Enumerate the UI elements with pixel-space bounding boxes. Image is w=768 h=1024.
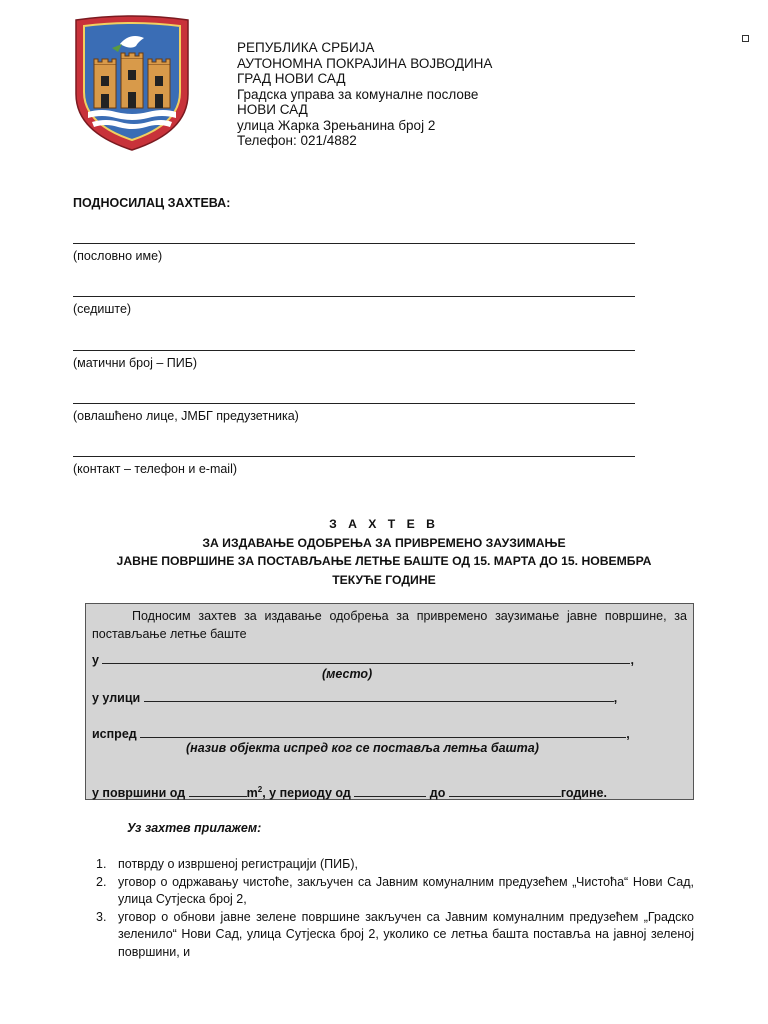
header-line: Телефон: 021/4882 — [237, 133, 357, 148]
list-item-text: потврду о извршеној регистрацији (ПИБ), — [118, 857, 358, 871]
front-suffix: , — [626, 727, 630, 741]
place-field[interactable] — [102, 651, 630, 664]
to-text: до — [429, 786, 446, 800]
street-field[interactable] — [144, 689, 614, 702]
list-item — [96, 856, 694, 874]
header-line: НОВИ САД — [237, 102, 308, 117]
contact-label: (контакт – телефон и e-mail) — [73, 462, 238, 476]
coat-of-arms-logo — [72, 14, 192, 152]
attachments-title: Уз захтев прилажем: — [127, 821, 262, 835]
street-suffix: , — [613, 691, 618, 705]
header-line: Градска управа за комуналне послове — [237, 86, 479, 102]
list-item-text: уговор о обнови јавне зелене површине закључен са Јавним комуналним предузећем „Градско зеленило“ Нови Сад, улица Сутјеска број 2, уколико се летња башта поставља на јавној зеленој површини, и — [118, 909, 694, 959]
request-paragraph-text: Подносим захтев за издавање одобрења за привремено заузимање јавне површине, за постављање летње баште — [92, 609, 687, 641]
place-prefix: у — [92, 653, 99, 667]
request-box — [85, 603, 694, 800]
area-period-row — [92, 784, 607, 800]
area-prefix: у површини од — [92, 786, 186, 800]
front-caption: (назив објекта испред ког се поставља летња башта) — [186, 741, 539, 755]
place-suffix: , — [630, 653, 634, 667]
request-paragraph — [92, 607, 687, 643]
list-item-number: 2. — [96, 874, 107, 889]
request-title-line: ЗА ИЗДАВАЊЕ ОДОБРЕЊА ЗА ПРИВРЕМЕНО ЗАУЗИМАЊЕ — [202, 535, 566, 550]
area-unit: m — [246, 786, 258, 800]
header-line: РЕПУБЛИКА СРБИЈА — [237, 40, 375, 55]
contact-line — [73, 456, 635, 457]
front-of-row — [92, 725, 630, 741]
front-of-field[interactable] — [140, 725, 626, 738]
header-line: улица Жарка Зрењанина број 2 — [237, 117, 436, 133]
registration-number-label: (матични број – ПИБ) — [73, 356, 198, 370]
request-title-line: З А Х Т Е В — [329, 517, 439, 531]
list-item-number: 1. — [96, 857, 107, 871]
period-to-field[interactable] — [449, 784, 561, 797]
list-item — [96, 909, 694, 962]
area-unit-superscript: 2 — [257, 784, 263, 794]
period-from-field[interactable] — [354, 784, 426, 797]
request-title-line: ЈАВНЕ ПОВРШИНЕ ЗА ПОСТАВЉАЊЕ ЛЕТЊЕ БАШТЕ ОД 15. МАРТА ДО 15. НОВЕМБРА — [116, 554, 652, 568]
business-name-label: (пословно име) — [73, 249, 163, 263]
institution-header — [237, 40, 492, 149]
registration-number-line — [73, 350, 635, 351]
area-field[interactable] — [189, 784, 247, 797]
header-line: АУТОНОМНА ПОКРАЈИНА ВОЈВОДИНА — [237, 55, 493, 71]
street-row — [92, 689, 617, 705]
request-title — [0, 515, 768, 589]
seat-label: (седиште) — [73, 302, 132, 316]
list-item-text: уговор о одржавању чистоће, закључен са Јавним комуналним предузећем „Чистоћа“ Нови Сад, улица Сутјеска број 2, — [118, 874, 694, 906]
applicant-title: ПОДНОСИЛАЦ ЗАХТЕВА: — [73, 196, 231, 210]
request-title-line: ТЕКУЋЕ ГОДИНЕ — [332, 572, 436, 587]
street-prefix: у улици — [92, 691, 141, 705]
business-name-line — [73, 243, 635, 244]
seat-line — [73, 296, 635, 297]
authorized-person-line — [73, 403, 635, 404]
year-text: године. — [560, 786, 607, 800]
attachments-list — [96, 856, 694, 961]
authorized-person-label: (овлашћено лице, ЈМБГ предузетника) — [73, 409, 299, 423]
place-row — [92, 651, 634, 667]
list-item-number: 3. — [96, 909, 107, 924]
front-prefix: испред — [92, 727, 137, 741]
period-text: , у периоду од — [262, 786, 351, 800]
corner-mark — [742, 35, 749, 42]
list-item — [96, 874, 694, 909]
place-caption: (место) — [322, 667, 373, 681]
header-line: ГРАД НОВИ САД — [237, 71, 346, 86]
